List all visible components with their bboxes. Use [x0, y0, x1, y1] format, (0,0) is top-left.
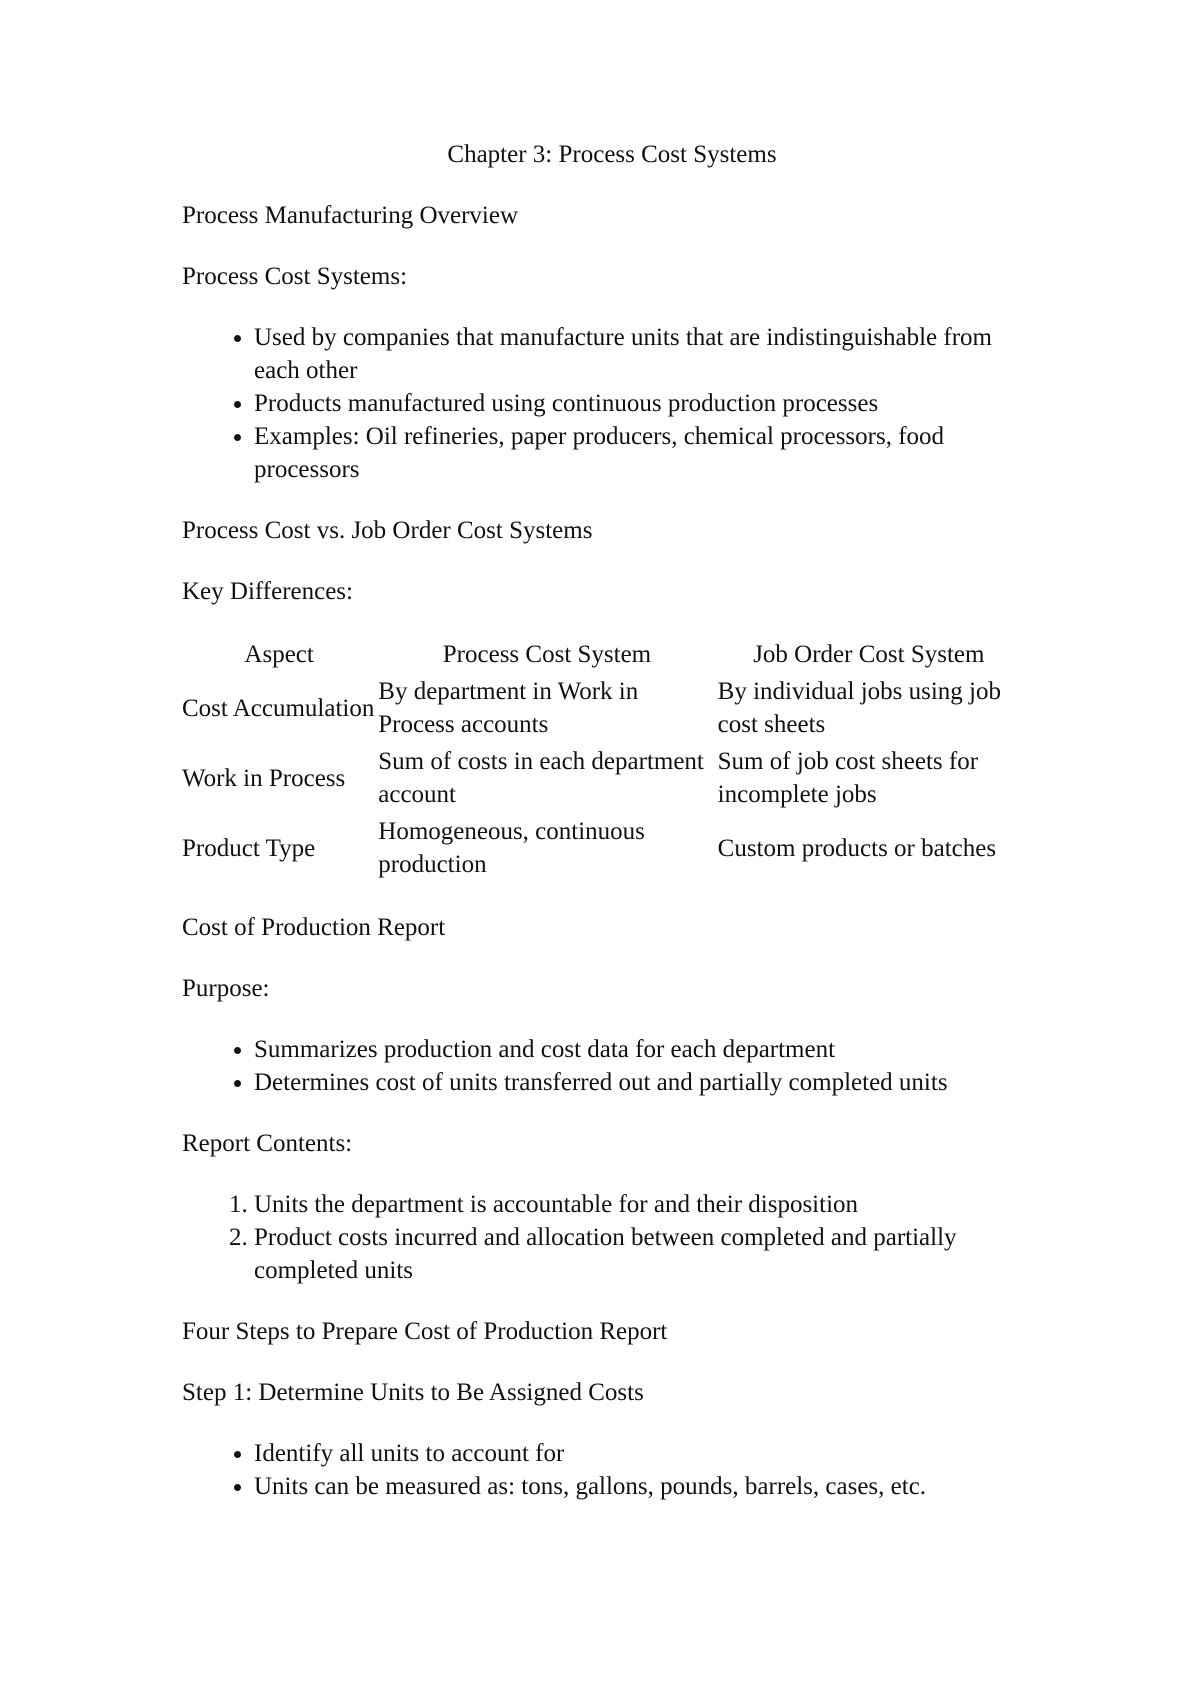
table-header-cell: Aspect: [244, 641, 314, 668]
contents-label: Report Contents:: [182, 1130, 353, 1157]
table-cell: Cost Accumulation: [182, 694, 375, 722]
list-item: 1. Units the department is accountable for and their disposition: [254, 1188, 1042, 1221]
table-cell: Sum of costs in each department account: [378, 748, 704, 808]
page-title: Chapter 3: Process Cost Systems: [447, 141, 777, 168]
table-cell: Homogeneous, continuous production: [378, 818, 645, 878]
list-item: • Units can be measured as: tons, gallons, pounds, barrels, cases, etc.: [254, 1470, 1042, 1503]
section-heading-overview: Process Manufacturing Overview: [182, 202, 519, 229]
list-item: • Products manufactured using continuous production processes: [254, 387, 1042, 420]
table-row: [182, 813, 1022, 883]
table-cell: By department in Work in Process accounts: [378, 678, 639, 738]
step1-heading: Step 1: Determine Units to Be Assigned Costs: [182, 1379, 644, 1406]
table-cell: Product Type: [182, 834, 316, 862]
overview-bullet-list: [182, 321, 1042, 486]
comparison-label: Key Differences:: [182, 578, 353, 605]
table-cell: Sum of job cost sheets for incomplete jobs: [717, 748, 979, 808]
section-heading-report: Cost of Production Report: [182, 914, 446, 941]
table-row: [182, 673, 1022, 743]
document-body: [182, 138, 1042, 1531]
table-row: [182, 743, 1022, 813]
purpose-bullet-list: [182, 1033, 1042, 1099]
table-cell: Custom products or batches: [717, 834, 997, 862]
table-cell: Work in Process: [182, 764, 346, 792]
list-item: • Examples: Oil refineries, paper producers, chemical processors, food processors: [254, 420, 1042, 486]
overview-label: Process Cost Systems:: [182, 263, 408, 290]
section-heading-steps: Four Steps to Prepare Cost of Production Report: [182, 1318, 668, 1345]
list-item: • Determines cost of units transferred out and partially completed units: [254, 1066, 1042, 1099]
table-header-row: [182, 636, 1022, 673]
table-header-cell: Job Order Cost System: [753, 641, 985, 668]
purpose-label: Purpose:: [182, 975, 270, 1002]
list-item: • Used by companies that manufacture units that are indistinguishable from each other: [254, 321, 1042, 387]
list-item: • Identify all units to account for: [254, 1437, 1042, 1470]
table-header-cell: Process Cost System: [442, 641, 652, 668]
section-heading-comparison: Process Cost vs. Job Order Cost Systems: [182, 517, 593, 544]
list-item: 2. Product costs incurred and allocation between completed and partially completed units: [254, 1221, 1042, 1287]
list-item: • Summarizes production and cost data for each department: [254, 1033, 1042, 1066]
contents-numbered-list: [182, 1188, 1042, 1287]
differences-table: [182, 636, 1022, 883]
table-cell: By individual jobs using job cost sheets: [717, 678, 1002, 738]
step1-bullet-list: [182, 1437, 1042, 1503]
